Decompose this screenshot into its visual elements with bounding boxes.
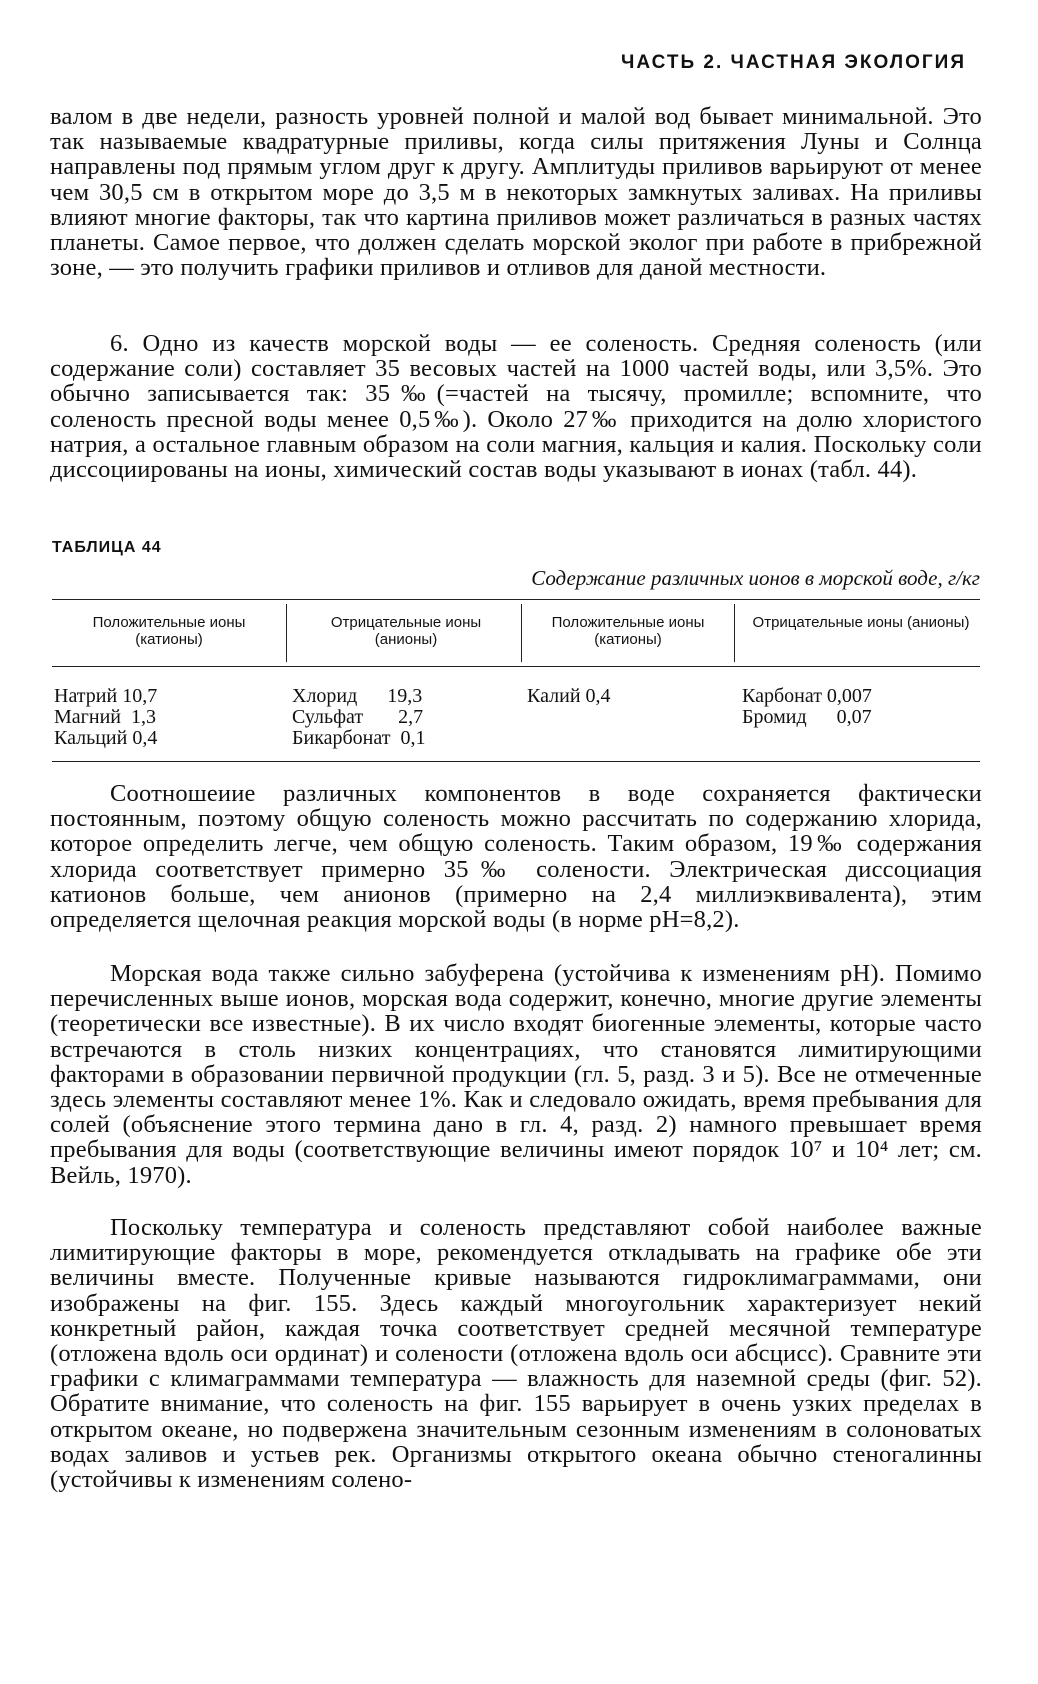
table-header-cations-2: Положительные ионы (катионы)	[551, 614, 705, 648]
table-cell-magnesium: Магний 1,3	[54, 706, 156, 728]
paragraph-3	[50, 781, 982, 932]
table-header-cations-1: Положительные ионы (катионы)	[92, 614, 246, 648]
table-divider-3	[734, 604, 735, 662]
table-divider-2	[521, 604, 522, 662]
table-header-rule	[52, 666, 980, 667]
table-cell-sulfate: Сульфат 2,7	[292, 706, 424, 728]
paragraph-2	[50, 331, 982, 482]
paragraph-4	[50, 961, 982, 1188]
table-cell-calcium: Кальций 0,4	[54, 727, 158, 749]
table-divider-1	[286, 604, 287, 662]
table-cell-sodium: Натрий 10,7	[54, 685, 158, 707]
table-subtitle: Содержание различных ионов в морской воде, г/кг	[531, 566, 980, 590]
paragraph-4-text: Морская вода также сильно забуферена (устойчива к изменениям pH). Помимо перечисленных выше ионов, морская вода содержит, конечно, многие другие элементы (теоретически все известные). В их число входят биогенные элементы, которые часто встречаются в столь низких концентрациях, что становятся лимитирующими факторами в образовании первичной продукции (гл. 5, разд. 3 и 5). Все не отмеченные здесь элементы составляют менее 1%. Как и следовало ожидать, время пребывания для солей (объяснение этого термина дано в гл. 4, разд. 2) намного превышает время пребывания для воды (соответствующие величины имеют порядок 10⁷ и 10⁴ лет; см. Вейль, 1970).	[50, 960, 982, 1189]
table-cell-chloride: Хлорид 19,3	[292, 685, 423, 707]
table-cell-bromide: Бромид 0,07	[742, 706, 872, 728]
paragraph-2-text: 6. Одно из качеств морской воды — ее соленость. Средняя соленость (или содержание соли) составляет 35 весовых частей на 1000 частей воды, или 3,5%. Это обычно записывается так: 35‰(=частей на тысячу, промилле; вспомните, что соленость пресной воды менее 0,5‰). Около 27‰ приходится на долю хлористого натрия, а остальное главным образом на соли магния, кальция и калия. Поскольку соли диссоциированы на ионы, химический состав воды указывают в ионах (табл. 44).	[50, 330, 982, 484]
paragraph-1-text: валом в две недели, разность уровней полной и малой вод бывает минимальной. Это так называемые квадратурные приливы, когда силы притяжения Луны и Солнца направлены под прямым углом друг к другу. Амплитуды приливов варьируют от менее чем 30,5 см в открытом море до 3,5 м в некоторых замкнутых заливах. На приливы влияют многие факторы, так что картина приливов может различаться в разных частях планеты. Самое первое, что должен сделать морской эколог при работе в прибрежной зоне, — это получить графики приливов и отливов для даной местности.	[50, 103, 982, 282]
table-header-anions-2: Отрицательные ионы (анионы)	[752, 614, 970, 631]
table-caption: ТАБЛИЦА 44	[52, 539, 162, 556]
paragraph-1	[50, 104, 982, 280]
paragraph-3-text: Соотношеиие различных компонентов в воде сохраняется фактически постоянным, поэтому общую соленость можно рассчитать по содержанию хлорида, которое определить легче, чем общую соленость. Таким образом, 19‰ содержания хлорида соответствует примерно 35‰ солености. Электрическая диссоциация катионов больше, чем анионов (примерно на 2,4 миллиэквивалента), этим определяется щелочная реакция морской воды (в норме pH=8,2).	[50, 780, 982, 934]
table-header-anions-1: Отрицательные ионы (анионы)	[330, 614, 482, 648]
table-cell-bicarbonate: Бикарбонат 0,1	[292, 727, 426, 749]
table-top-rule	[52, 599, 980, 600]
table-cell-potassium: Калий 0,4	[527, 685, 611, 707]
paragraph-5-text: Поскольку температура и соленость представляют собой наиболее важные лимитирующие факторы в море, рекомендуется откладывать на графике обе эти величины вместе. Полученные кривые называются гидроклимаграммами, они изображены на фиг. 155. Здесь каждый многоугольник характеризует некий конкретный район, каждая точка соответствует средней месячной температуре (отложена вдоль оси ординат) и солености (отложена вдоль оси абсцисс). Сравните эти графики с климаграммами температура — влажность для наземной среды (фиг. 52). Обратите внимание, что соленость на фиг. 155 варьирует в очень узких пределах в открытом океане, но подвержена значительным сезонным изменениям в солоноватых водах заливов и устьев рек. Организмы открытого океана обычно стеногалинны (устойчивы к изменениям солено-	[50, 1214, 982, 1494]
table-bottom-rule	[52, 761, 980, 762]
running-header: ЧАСТЬ 2. ЧАСТНАЯ ЭКОЛОГИЯ	[621, 52, 966, 73]
table-cell-carbonate: Карбонат 0,007	[742, 685, 872, 707]
paragraph-5	[50, 1215, 982, 1492]
